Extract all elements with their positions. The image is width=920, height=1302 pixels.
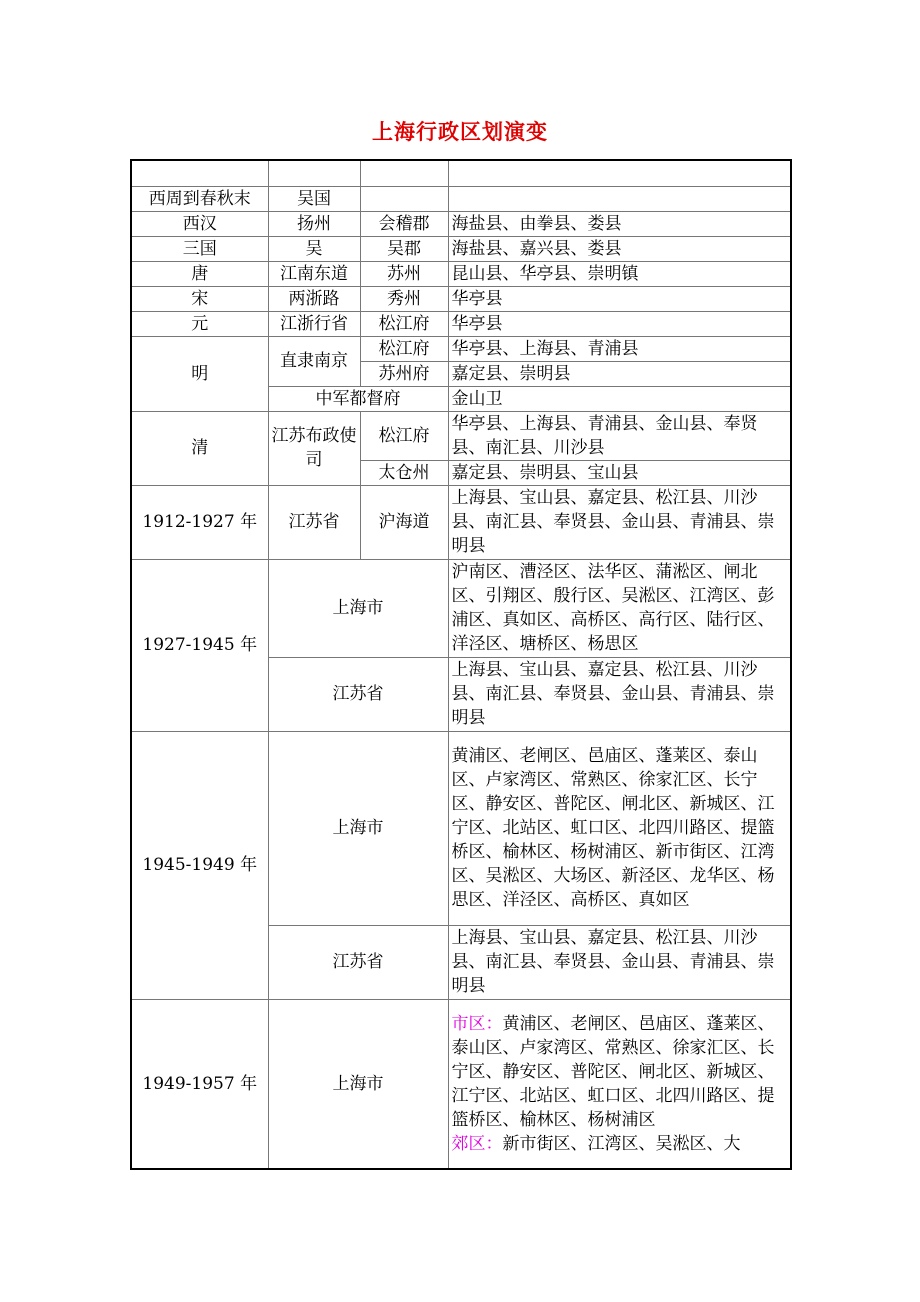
county-list-cell: 上海县、宝山县、嘉定县、松江县、川沙县、南汇县、奉贤县、金山县、青浦县、崇明县 <box>448 485 791 559</box>
county-list-cell: 黄浦区、老闸区、邑庙区、蓬莱区、泰山区、卢家湾区、常熟区、徐家汇区、长宁区、静安区、普陀区、闸北区、新城区、江宁区、北站区、虹口区、北四川路区、提篮桥区、榆林区、杨树浦区、新市街区、江湾区、吴淞区、大场区、新泾区、龙华区、杨思区、洋泾区、高桥区、真如区 <box>448 731 791 925</box>
era-cell: 1945-1949 年 <box>131 731 268 999</box>
province-cell: 吴国 <box>268 186 360 211</box>
urban-district-list: 黄浦区、老闸区、邑庙区、蓬莱区、泰山区、卢家湾区、常熟区、徐家汇区、长宁区、静安区、普陀区、闸北区、新城区、江宁区、北站区、虹口区、北四川路区、提篮桥区、榆林区、杨树浦区 <box>451 1013 775 1130</box>
county-list-cell <box>448 999 791 1169</box>
jurisdiction-cell: 江苏省 <box>268 657 448 731</box>
table-cell <box>448 186 791 211</box>
prefecture-cell: 松江府 <box>360 311 448 336</box>
county-list-cell: 海盐县、由拳县、娄县 <box>448 211 791 236</box>
county-list-cell: 华亭县、上海县、青浦县 <box>448 336 791 361</box>
province-cell: 两浙路 <box>268 286 360 311</box>
suburb-label: 郊区： <box>451 1133 503 1154</box>
county-list-cell: 嘉定县、崇明县、宝山县 <box>448 460 791 485</box>
prefecture-cell: 苏州 <box>360 261 448 286</box>
table-row <box>131 411 791 460</box>
province-cell: 江苏省 <box>268 485 360 559</box>
table-cell <box>360 160 448 186</box>
county-list-cell: 金山卫 <box>448 386 791 411</box>
jurisdiction-cell: 上海市 <box>268 731 448 925</box>
prefecture-cell: 松江府 <box>360 336 448 361</box>
prefecture-cell: 秀州 <box>360 286 448 311</box>
table-cell <box>448 160 791 186</box>
jurisdiction-cell: 上海市 <box>268 559 448 657</box>
era-cell: 元 <box>131 311 268 336</box>
prefecture-cell: 松江府 <box>360 411 448 460</box>
suburb-district-list: 新市街区、江湾区、吴淞区、大 <box>502 1133 741 1154</box>
table-row <box>131 236 791 261</box>
table-row <box>131 999 791 1169</box>
county-list-cell: 沪南区、漕泾区、法华区、蒲淞区、闸北区、引翔区、殷行区、吴淞区、江湾区、彭浦区、真如区、高桥区、高行区、陆行区、洋泾区、塘桥区、杨思区 <box>448 559 791 657</box>
province-cell: 吴 <box>268 236 360 261</box>
prefecture-cell: 沪海道 <box>360 485 448 559</box>
era-cell: 西周到春秋末 <box>131 186 268 211</box>
jurisdiction-cell: 上海市 <box>268 999 448 1169</box>
era-cell: 明 <box>131 336 268 411</box>
prefecture-cell: 会稽郡 <box>360 211 448 236</box>
table-row <box>131 559 791 657</box>
era-cell: 1927-1945 年 <box>131 559 268 731</box>
era-cell: 西汉 <box>131 211 268 236</box>
prefecture-cell: 吴郡 <box>360 236 448 261</box>
province-cell: 江南东道 <box>268 261 360 286</box>
era-cell: 唐 <box>131 261 268 286</box>
county-list-cell: 华亭县 <box>448 286 791 311</box>
table-row <box>131 731 791 925</box>
table-row <box>131 286 791 311</box>
page-title: 上海行政区划演变 <box>372 120 548 144</box>
prefecture-cell: 太仓州 <box>360 460 448 485</box>
jurisdiction-cell: 江苏省 <box>268 925 448 999</box>
table-row <box>131 261 791 286</box>
prefecture-cell: 苏州府 <box>360 361 448 386</box>
county-list-cell: 华亭县、上海县、青浦县、金山县、奉贤县、南汇县、川沙县 <box>448 411 791 460</box>
table-row <box>131 211 791 236</box>
table-cell <box>360 186 448 211</box>
table-row <box>131 160 791 186</box>
era-cell: 宋 <box>131 286 268 311</box>
table-cell <box>268 160 360 186</box>
admin-division-table <box>130 159 792 1170</box>
table-row <box>131 186 791 211</box>
county-list-cell: 上海县、宝山县、嘉定县、松江县、川沙县、南汇县、奉贤县、金山县、青浦县、崇明县 <box>448 925 791 999</box>
county-list-cell: 上海县、宝山县、嘉定县、松江县、川沙县、南汇县、奉贤县、金山县、青浦县、崇明县 <box>448 657 791 731</box>
province-cell: 江浙行省 <box>268 311 360 336</box>
county-list-cell: 海盐县、嘉兴县、娄县 <box>448 236 791 261</box>
province-cell: 江苏布政使司 <box>268 411 360 485</box>
province-cell: 直隶南京 <box>268 336 360 386</box>
urban-label: 市区： <box>451 1013 503 1034</box>
county-list-cell: 华亭县 <box>448 311 791 336</box>
table-cell <box>131 160 268 186</box>
era-cell: 三国 <box>131 236 268 261</box>
county-list-cell: 嘉定县、崇明县 <box>448 361 791 386</box>
table-row <box>131 336 791 361</box>
era-cell: 1949-1957 年 <box>131 999 268 1169</box>
table-row <box>131 485 791 559</box>
era-cell: 清 <box>131 411 268 485</box>
province-cell: 扬州 <box>268 211 360 236</box>
table-row <box>131 311 791 336</box>
era-cell: 1912-1927 年 <box>131 485 268 559</box>
county-list-cell: 昆山县、华亭县、崇明镇 <box>448 261 791 286</box>
command-cell: 中军都督府 <box>268 386 448 411</box>
